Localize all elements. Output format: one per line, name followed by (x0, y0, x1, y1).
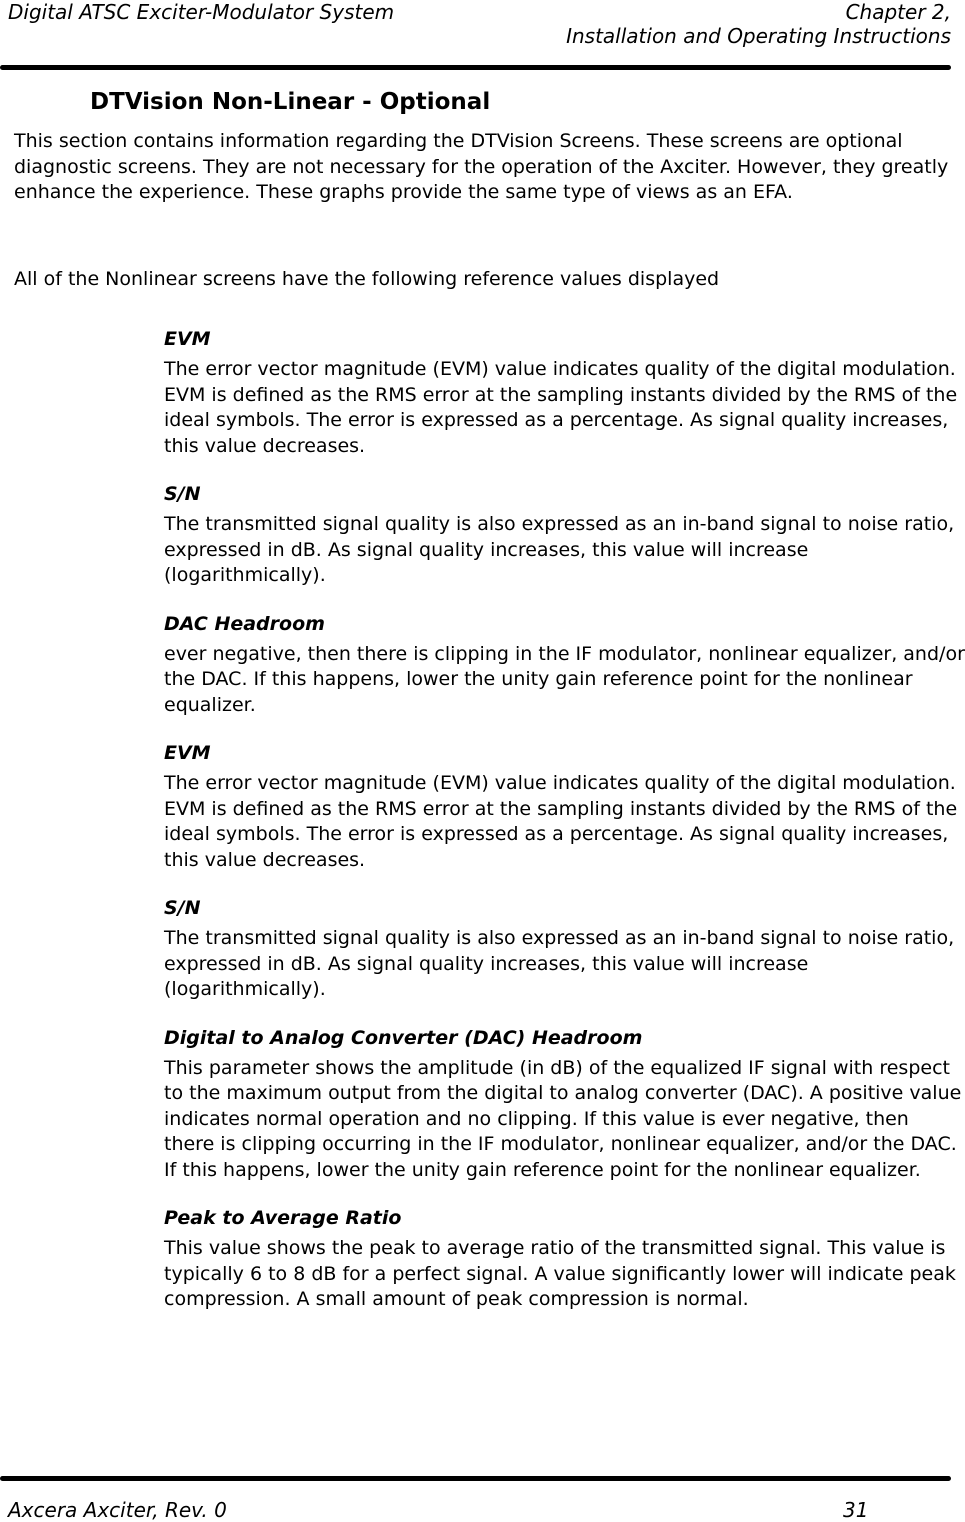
definition-term: S/N (164, 483, 201, 505)
definition-dac-headroom-full (164, 1025, 965, 1184)
definition-sn (164, 895, 965, 1003)
definition-evm (164, 326, 965, 459)
page-number: 31 (843, 1498, 869, 1522)
header-document-title: Digital ATSC Exciter-Modulator System (8, 0, 395, 24)
definition-term: S/N (164, 897, 201, 919)
definition-list (164, 326, 965, 1335)
section-title: DTVision Non-Linear - Optional (90, 89, 491, 115)
definition-term: Peak to Average Ratio (164, 1207, 402, 1229)
definition-sn (164, 481, 965, 589)
definition-evm (164, 740, 965, 873)
definition-term: DAC Headroom (164, 612, 325, 635)
definition-term: Digital to Analog Converter (DAC) Headroom (164, 1026, 643, 1049)
definition-peak-to-average (164, 1205, 965, 1313)
header-divider (0, 65, 951, 70)
definition-text: This parameter shows the amplitude (in dB) of the equalized IF signal with respect to the maximum output from the digital to analog converter (DAC). A positive value indicates normal operation and no clipping. If this value is ever negative, then there is clipping occurring in the IF modulator, nonlinear equalizer, and/or the DAC. If this happens, lower the unity gain reference point for the nonlinear equalizer. (164, 1056, 962, 1181)
definition-text: The transmitted signal quality is also expressed as an in-band signal to noise ratio, expressed in dB. As signal quality increases, this value will increase (logarithmically). (164, 513, 955, 586)
definition-term: EVM (164, 328, 211, 350)
reference-values-paragraph: All of the Nonlinear screens have the following reference values displayed (14, 268, 720, 290)
definition-text: This value shows the peak to average ratio of the transmitted signal. This value is typically 6 to 8 dB for a perfect signal. A value significantly lower will indicate peak compression. A small amount of peak compression is normal. (164, 1237, 956, 1310)
footer-divider (0, 1476, 951, 1481)
definition-text: The error vector magnitude (EVM) value indicates quality of the digital modulation. EVM is defined as the RMS error at the sampling instants divided by the RMS of the ideal symbols. The error is expressed as a percentage. As signal quality increases, this value decreases. (164, 772, 958, 871)
definition-text: The transmitted signal quality is also expressed as an in-band signal to noise ratio, expressed in dB. As signal quality increases, this value will increase (logarithmically). (164, 927, 955, 1000)
header-chapter-title: Installation and Operating Instructions (566, 24, 951, 48)
definition-term: EVM (164, 742, 211, 764)
definition-text: The error vector magnitude (EVM) value indicates quality of the digital modulation. EVM is defined as the RMS error at the sampling instants divided by the RMS of the ideal symbols. The error is expressed as a percentage. As signal quality increases, this value decreases. (164, 358, 958, 457)
definition-text: ever negative, then there is clipping in the IF modulator, nonlinear equalizer, and/or the DAC. If this happens, lower the unity gain reference point for the nonlinear equalizer. (164, 642, 965, 716)
footer-revision: Axcera Axciter, Rev. 0 (8, 1498, 227, 1522)
intro-paragraph: This section contains information regarding the DTVision Screens. These screens are optional diagnostic screens. They are not necessary for the operation of the Axciter. However, they greatly enhance the experience. These graphs provide the same type of views as an EFA. (14, 130, 949, 203)
header-chapter (566, 0, 951, 48)
definition-dac-headroom (164, 611, 965, 719)
header-chapter-number: Chapter 2, (845, 0, 951, 24)
